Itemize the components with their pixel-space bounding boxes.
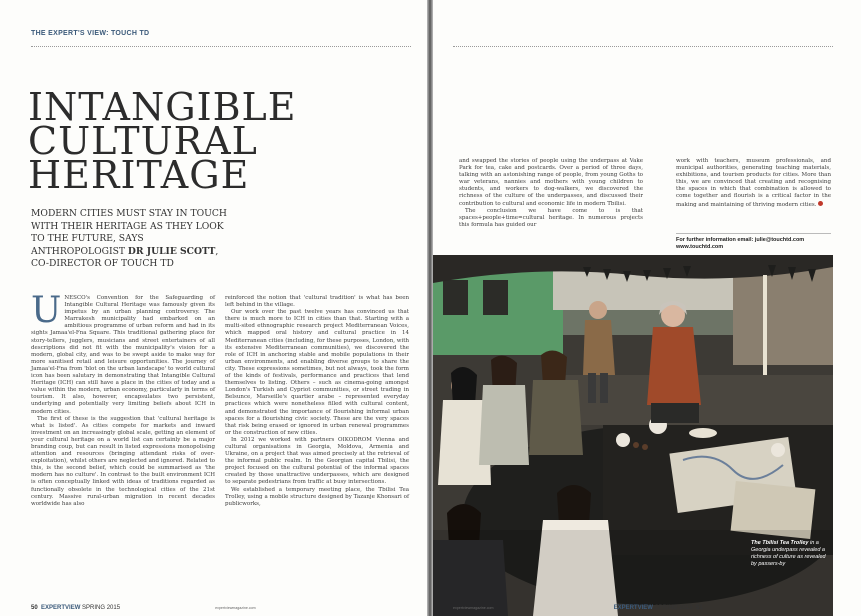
paragraph: The conclusion we have come to is that spaces+people+time=cultural heritage. In numerous projects this formula has guided our — [459, 207, 643, 228]
paragraph-text: work with teachers, museum professionals, and municipal authorities, generating teaching materials, exhibitions, and tourism products for cities. More than this, we are convinced that creating and recognising the spaces in which that combination is allowed to come together and flourish is a critical factor in the making and maintaining of thriving modern cities. — [676, 158, 831, 208]
author-name: DR JULIE SCOTT — [127, 245, 216, 257]
paragraph: In 2012 we worked with partners OIKODROM Vienna and cultural organisations in Georgia, Moldova, Armenia and Ukraine, on a project that was aimed precisely at the retrieval of the informal public realm. In the Georgian capital Tbilisi, the project focused on the cultural potential of the informal spaces created by those unattractive underpasses, which are designed to separate pedestrians from traffic at busy intersections. — [225, 436, 409, 486]
footer-right — [453, 605, 703, 611]
caption-title: The Tbilisi Tea Trolley — [751, 540, 809, 546]
issue-date: SPRING 2015 — [654, 605, 693, 611]
left-page — [0, 0, 427, 616]
caption-text: in a Georgia underpass revealed a richness of culture as revealed by passers-by — [751, 540, 826, 567]
footer-url: expertviewmagazine.com — [215, 606, 256, 610]
paragraph: reinforced the notion that 'cultural tradition' is what has been left behind in the village. — [225, 295, 409, 309]
body-column-3 — [459, 158, 643, 229]
end-mark-icon — [818, 201, 823, 206]
page-number: 50 — [31, 605, 38, 611]
title-line: CULTURAL — [28, 119, 258, 163]
magazine-name: EXPERTVIEW — [613, 605, 653, 611]
contact-info — [676, 233, 831, 251]
body-column-4 — [676, 158, 831, 209]
issue-date: SPRING 2015 — [82, 605, 121, 611]
body-column-2 — [225, 295, 409, 508]
body-column-1 — [31, 290, 215, 508]
drop-cap: U — [31, 290, 62, 331]
paragraph: We established a temporary meeting place, the Tbilisi Tea Trolley, using a mobile structure designed by Tazanje Khonsari of publicworks, — [225, 486, 409, 507]
paragraph: and swapped the stories of people using the underpass at Vake Park for tea, cake and postcards. Over a period of three days, talking with an astonishing range of people, from young Goths to war veterans, nannies and mothers with young children to students, and workers to dog-walkers, we discovered the richness of the culture of the underpasses, and discussed their contribution to cultural and economic life in modern Tbilisi. — [459, 158, 643, 207]
article-title — [28, 85, 408, 197]
header-rule — [31, 46, 411, 47]
title-line: HERITAGE — [28, 153, 250, 197]
author-role: , CO-DIRECTOR OF TOUCH TD — [31, 245, 219, 269]
contact-website: www.touchtd.com — [676, 244, 724, 250]
contact-email: For further information email: julie@touchtd.com — [676, 237, 805, 243]
photo-caption — [751, 540, 831, 568]
right-page — [433, 0, 861, 616]
paragraph: The first of these is the suggestion that 'cultural heritage is what is listed'. As cities compete for markets and inward investment on an increasingly global scale, getting an element of your cultural heritage on a world list can certainly be a major branding coup, but can result in listed expressions monopolising attention and resources (bringing attendant risks of over-exploitation), whilst others are neglected and ignored. Related to this, is the second belief, which could be summarised as 'the modern has no culture'. In contrast to the built environment ICH is often conceptually linked with ideas of traditions regarded as functionally obsolete in the technological cities of the 21st century. Massive rural-urban migration in recent decades worldwide has also — [31, 415, 215, 507]
section-label: THE EXPERT'S VIEW: TOUCH TD — [31, 30, 150, 37]
paragraph: Our work over the past twelve years has convinced us that there is much more to ICH in cities than that. Starting with a multi-sited ethnographic research project Mediterranean Voices, which mapped oral history and cultural practice in 14 Mediterranean cities (including, for these purposes, London, with its extensive Mediterranean communities), we discovered the role of ICH in anchoring stable and mobile populations in their urban environments, and enabling diverse groups to share the city. These expressions sometimes, but not always, took the form of the kinds of festivals, performance and practices that lend themselves to listing. Others – such as cinema-going amongst London's Turkish and Cypriot communities, or street trading in Belsunce, Marseille's quartier arabe – represented everyday practices which were nonetheless filled with cultural content, and demonstrated the importance of flourishing informal urban spaces for a flourishing civic society. These are the very spaces that risk being erased or ignored in urban renewal programmes or the construction of new cities. — [225, 309, 409, 436]
magazine-name: EXPERTVIEW — [41, 605, 81, 611]
paragraph — [676, 158, 831, 209]
footer-url: expertviewmagazine.com — [453, 606, 494, 610]
title-line: INTANGIBLE — [28, 85, 297, 129]
page-number: 51 — [695, 605, 703, 611]
header-rule — [453, 46, 833, 47]
standfirst-text: MODERN CITIES MUST STAY IN TOUCH WITH THEIR HERITAGE AS THEY LOOK TO THE FUTURE, SAYS ANTHROPOLOGIST — [31, 208, 227, 257]
standfirst — [31, 208, 231, 271]
paragraph: NESCO's Convention for the Safeguarding of Intangible Cultural Heritage was famously given its impetus by an urban planning controversy. The Marrakesh municipality had embarked on an ambitious programme of urban reform and had in its sights Jamaa'el-Fna Square. This traditional gathering place for story-tellers, jugglers, musicians and street entertainers of all descriptions did not fit with the municipality's vision for a modern, global city, and was to be swept aside to make way for more sanitised retail and leisure opportunities. The journey of Jamaa'el-Fna from 'blot on the urban landscape' to world cultural icon has been salutary in demonstrating that Intangible Cultural Heritage (ICH) can still have a place in the cities of today and a value within the modern, urban economy, particularly in terms of tourism. It also, however, encapsulates two persistent, underlying and potentially very limiting beliefs about ICH in modern cities. — [31, 295, 215, 415]
footer-left — [31, 605, 256, 611]
